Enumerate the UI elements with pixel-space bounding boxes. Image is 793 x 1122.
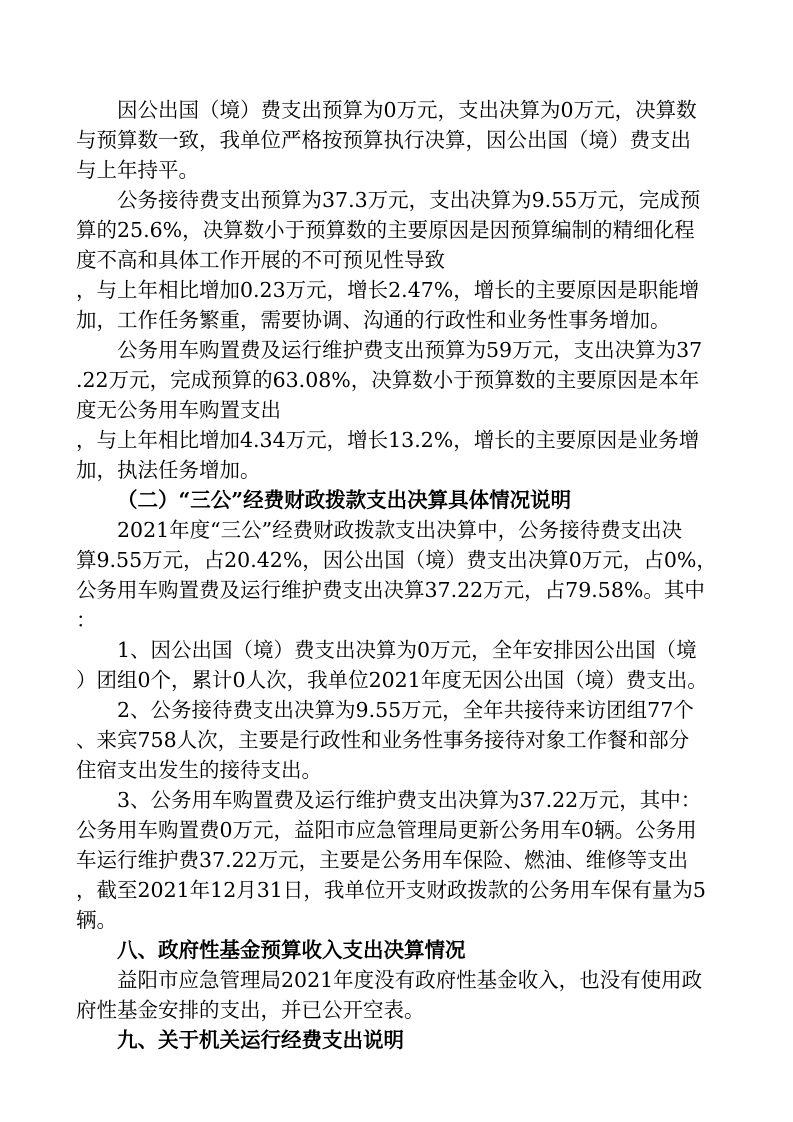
paragraph-line: .22万元，完成预算的63.08%，决算数小于预算数的主要原因是本年: [76, 368, 700, 392]
paragraph-line: 车运行维护费37.22万元，主要是公务用车保险、燃油、维修等支出: [76, 848, 689, 872]
paragraph-line: 度不高和具体工作开展的不可预见性导致: [76, 248, 445, 272]
paragraph-line: 度无公务用车购置支出: [76, 398, 281, 422]
paragraph-line: 3、公务用车购置费及运行维护费支出决算为37.22万元，其中：: [117, 788, 702, 812]
paragraph-line: 因公出国（境）费支出预算为0万元，支出决算为0万元，决算数: [117, 98, 697, 122]
paragraph-line: ，与上年相比增加0.23万元，增长2.47%，增长的主要原因是职能增: [76, 278, 700, 302]
paragraph-line: ：: [76, 608, 97, 632]
paragraph-line: 加，执法任务增加。: [76, 458, 261, 482]
section-heading: 八、政府性基金预算收入支出决算情况: [117, 938, 466, 962]
paragraph-line: 1、因公出国（境）费支出决算为0万元，全年安排因公出国（境: [117, 638, 697, 662]
paragraph-line: 算的25.6%，决算数小于预算数的主要原因是因预算编制的精细化程: [76, 218, 695, 242]
paragraph-line: 与上年持平。: [76, 158, 199, 182]
paragraph-line: 公务用车购置费0万元，益阳市应急管理局更新公务用车0辆。公务用: [76, 818, 697, 842]
paragraph-line: 公务用车购置费及运行维护费支出预算为59万元，支出决算为37: [117, 338, 703, 362]
paragraph-line: 益阳市应急管理局2021年度没有政府性基金收入，也没有使用政: [117, 968, 703, 992]
paragraph-line: 住宿支出发生的接待支出。: [76, 758, 322, 782]
section-heading: （二）“三公”经费财政拨款支出决算具体情况说明: [117, 488, 572, 512]
paragraph-line: 府性基金安排的支出，并已公开空表。: [76, 998, 425, 1022]
paragraph-line: 2、公务接待费支出决算为9.55万元，全年共接待来访团组77个: [117, 698, 694, 722]
paragraph-line: ，截至2021年12月31日，我单位开支财政拨款的公务用车保有量为5: [76, 878, 706, 902]
section-heading: 九、关于机关运行经费支出说明: [117, 1028, 404, 1052]
paragraph-line: 与预算数一致，我单位严格按预算执行决算，因公出国（境）费支出: [76, 128, 691, 152]
paragraph-line: 公务用车购置费及运行维护费支出决算37.22万元，占79.58%。其中: [76, 578, 705, 602]
paragraph-line: ）团组0个，累计0人次，我单位2021年度无因公出国（境）费支出。: [76, 668, 708, 692]
paragraph-line: 算9.55万元，占20.42%，因公出国（境）费支出决算0万元，占0%，: [76, 548, 717, 572]
paragraph-line: 加，工作任务繁重，需要协调、沟通的行政性和业务性事务增加。: [76, 308, 671, 332]
paragraph-line: 2021年度“三公”经费财政拨款支出决算中，公务接待费支出决: [117, 518, 683, 542]
paragraph-line: 公务接待费支出预算为37.3万元，支出决算为9.55万元，完成预: [117, 188, 701, 212]
paragraph-line: 辆。: [76, 908, 117, 932]
paragraph-line: ，与上年相比增加4.34万元，增长13.2%，增长的主要原因是业务增: [76, 428, 700, 452]
paragraph-line: 、来宾758人次，主要是行政性和业务性事务接待对象工作餐和部分: [76, 728, 690, 752]
